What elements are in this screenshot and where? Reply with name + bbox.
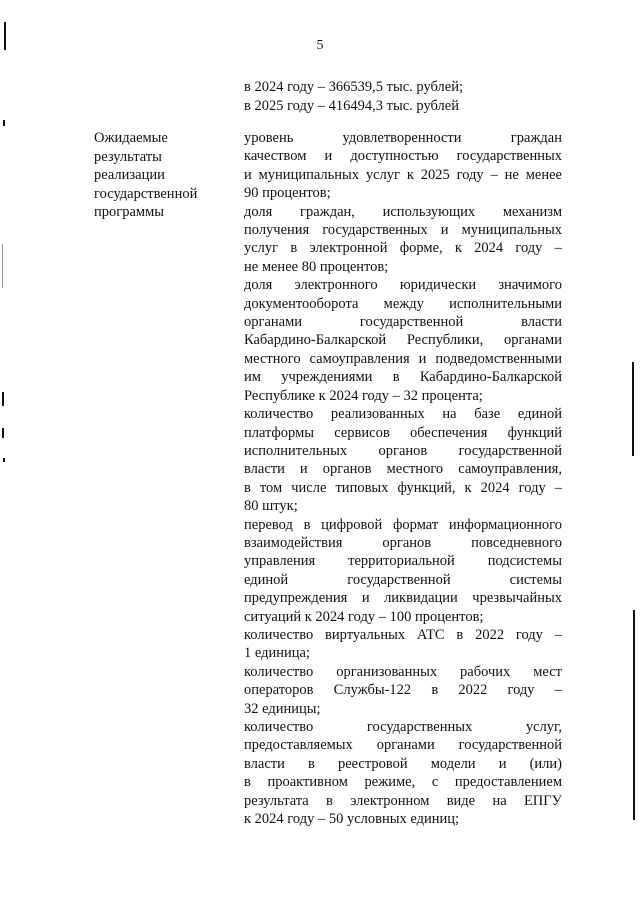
text-line: [244, 442, 562, 460]
text-word: государственных: [322, 222, 428, 239]
text-word: виде: [446, 792, 476, 809]
text-word: в: [326, 792, 333, 809]
text-word: электронной: [309, 240, 388, 257]
text-word: органов: [322, 461, 372, 478]
text-word: ликвидации: [384, 590, 458, 607]
text-word: организованных: [336, 663, 438, 680]
text-word: местного: [386, 461, 444, 478]
scan-mark-left-2: [2, 244, 3, 288]
text-line: [244, 276, 562, 294]
text-word: типовых: [335, 479, 389, 496]
text-line: не менее 80 процентов;: [244, 258, 389, 275]
text-word: государственной: [458, 442, 562, 459]
text-word: операторов: [244, 682, 314, 699]
text-word: власти: [244, 755, 285, 772]
text-word: (или): [529, 755, 562, 772]
text-line: [244, 663, 562, 681]
text-word: ЕПГУ: [523, 792, 562, 809]
text-word: форме,: [399, 240, 443, 257]
text-word: 2022: [458, 682, 488, 699]
scan-mark-left-1: [3, 120, 5, 126]
text-word: к: [464, 479, 472, 496]
budget-lines: [244, 78, 574, 116]
text-word: государственной: [359, 314, 464, 331]
text-word: государственной: [458, 737, 562, 754]
text-line: [244, 129, 562, 147]
text-word: в: [307, 755, 315, 772]
scan-mark-left-3: [2, 392, 4, 406]
text-word: и: [498, 755, 507, 772]
text-word: юридически: [399, 277, 477, 294]
text-word: виртуальных: [325, 626, 406, 643]
text-line: [244, 534, 562, 552]
text-word: перевод: [244, 516, 293, 533]
text-line: [244, 718, 562, 736]
text-word: информационного: [448, 516, 562, 533]
section-label: [94, 129, 224, 222]
text-word: не: [504, 166, 519, 183]
text-word: 2024: [480, 479, 510, 496]
text-word: мест: [533, 663, 562, 680]
text-word: и: [324, 148, 333, 165]
text-word: в: [431, 682, 439, 699]
text-word: исполнительными: [449, 295, 562, 312]
text-word: количество: [244, 719, 314, 735]
text-word: и: [418, 350, 427, 367]
text-word: органами: [503, 332, 562, 349]
text-word: подсистемы: [487, 553, 562, 570]
text-line: [244, 516, 562, 534]
text-word: доля: [244, 203, 273, 220]
text-word: и: [299, 461, 308, 478]
text-word: органов: [378, 442, 428, 459]
text-word: реестровой: [337, 755, 408, 772]
text-word: режиме,: [364, 774, 416, 791]
text-word: рабочих: [460, 663, 511, 680]
text-line: [244, 166, 562, 184]
text-word: цифровой: [321, 516, 383, 533]
text-line: [244, 239, 562, 257]
scan-mark-left-4: [2, 428, 4, 438]
text-word: подведомственными: [435, 350, 562, 367]
text-line: [244, 589, 562, 607]
scan-mark-right-2: [633, 610, 635, 820]
text-line: [244, 424, 562, 442]
label-line: Ожидаемые: [94, 130, 168, 146]
text-word: государственных: [456, 148, 562, 165]
text-word: единой: [244, 571, 289, 588]
text-word: платформы: [244, 424, 314, 441]
text-word: 2024: [474, 240, 504, 257]
text-word: исполнительных: [244, 442, 348, 459]
text-word: количество: [244, 406, 314, 423]
text-word: функций,: [397, 479, 456, 496]
text-line: [244, 479, 562, 497]
text-word: 2022: [475, 626, 505, 643]
text-word: предоставлением: [454, 774, 562, 791]
text-line: [244, 773, 562, 791]
text-word: предупреждения: [244, 590, 348, 607]
budget-line-2025: в 2025 году – 416494,3 тыс. рублей: [244, 98, 459, 114]
text-word: услуг: [365, 166, 400, 183]
text-word: в: [244, 479, 251, 496]
text-word: получения: [244, 222, 310, 239]
text-word: проактивном: [267, 774, 348, 791]
text-word: –: [554, 682, 562, 699]
text-line: 32 единицы;: [244, 700, 321, 717]
text-line: [244, 368, 562, 386]
text-word: предоставляемых: [244, 737, 353, 754]
text-word: им: [244, 369, 261, 386]
text-word: чрезвычайных: [472, 590, 562, 607]
page-number: 5: [316, 38, 324, 53]
text-word: управления: [244, 553, 316, 570]
text-word: формат: [393, 516, 439, 533]
text-word: электронном: [350, 792, 430, 809]
text-word: в: [392, 369, 400, 386]
text-word: в: [303, 516, 311, 533]
text-word: на: [442, 406, 457, 423]
text-word: органов: [382, 534, 432, 551]
text-word: результата: [244, 792, 309, 809]
text-line: [244, 755, 562, 773]
text-word: органами: [244, 314, 303, 331]
text-line: [244, 736, 562, 754]
text-word: Кабардино-Балкарской: [419, 369, 562, 386]
expected-results-text: [244, 129, 562, 828]
label-line: результаты: [94, 148, 162, 165]
text-word: доля: [244, 277, 273, 294]
text-line: [244, 331, 562, 349]
text-word: власти: [244, 461, 285, 478]
text-line: [244, 460, 562, 478]
text-word: –: [554, 626, 562, 643]
text-word: услуг,: [525, 719, 562, 735]
text-word: к: [454, 240, 462, 257]
text-word: взаимодействия: [244, 534, 343, 551]
text-word: с: [431, 774, 439, 791]
text-word: граждан: [510, 130, 562, 146]
text-word: качеством: [244, 148, 307, 165]
text-word: Службы-122: [333, 682, 412, 699]
text-word: электронного: [294, 277, 378, 294]
text-word: сервисов: [334, 424, 390, 441]
text-word: государственных: [366, 719, 473, 735]
text-line: [244, 313, 562, 331]
text-word: том: [259, 479, 283, 496]
text-word: в: [290, 240, 298, 257]
text-word: местного: [244, 350, 301, 367]
text-word: в: [456, 626, 464, 643]
text-word: и: [244, 166, 252, 183]
text-line: Республике к 2024 году – 32 процента;: [244, 387, 483, 404]
text-word: реализованных: [330, 406, 425, 423]
text-word: удовлетворенности: [342, 130, 462, 146]
text-line: ситуаций к 2024 году – 100 процентов;: [244, 608, 484, 625]
text-line: [244, 295, 562, 313]
text-word: обеспечения: [409, 424, 488, 441]
text-line: 80 штук;: [244, 498, 298, 515]
text-line: [244, 626, 562, 644]
text-word: модели: [430, 755, 476, 772]
text-line: [244, 571, 562, 589]
scan-mark-left-5: [3, 458, 5, 462]
text-word: механизм: [502, 203, 562, 220]
text-word: базе: [474, 406, 501, 423]
text-word: в: [244, 774, 251, 791]
text-word: самоуправления,: [458, 461, 562, 478]
text-word: и: [361, 590, 370, 607]
text-word: АТС: [416, 626, 445, 643]
text-line: [244, 203, 562, 221]
text-word: функций: [507, 424, 562, 441]
text-word: органами: [376, 737, 435, 754]
text-word: документооборота: [244, 295, 359, 312]
text-word: территориальной: [348, 553, 455, 570]
scan-mark-right-1: [632, 362, 634, 456]
text-line: [244, 552, 562, 570]
label-line: программы: [94, 204, 164, 220]
budget-line-2024: в 2024 году – 366539,5 тыс. рублей;: [244, 79, 464, 95]
text-line: [244, 147, 562, 165]
text-word: и: [440, 222, 449, 239]
label-line: реализации: [94, 167, 165, 183]
text-word: –: [490, 166, 498, 183]
text-word: Кабардино-Балкарской: [244, 332, 387, 349]
text-word: к: [406, 166, 414, 183]
text-word: муниципальных: [461, 222, 562, 239]
text-word: граждан,: [300, 203, 355, 220]
text-word: государственной: [347, 571, 451, 588]
text-word: количество: [244, 663, 314, 680]
text-word: менее: [525, 166, 562, 183]
text-word: количество: [244, 626, 314, 643]
text-word: году: [518, 479, 546, 496]
text-word: году: [456, 166, 484, 183]
text-word: Республики,: [406, 332, 484, 349]
text-line: [244, 681, 562, 699]
text-word: году: [515, 626, 543, 643]
text-word: году: [515, 240, 543, 257]
text-line: [244, 221, 562, 239]
text-word: самоуправления: [309, 350, 410, 367]
text-word: использующих: [382, 203, 476, 220]
text-line: 90 процентов;: [244, 185, 331, 202]
text-word: –: [554, 479, 562, 496]
text-word: услуг: [244, 240, 279, 257]
label-line: государственной: [94, 185, 198, 202]
text-word: значимого: [498, 277, 562, 294]
text-word: году: [507, 682, 535, 699]
text-word: 2025: [420, 166, 450, 183]
text-line: [244, 792, 562, 810]
text-word: уровень: [244, 130, 294, 146]
text-word: единой: [517, 406, 562, 423]
text-word: муниципальных: [258, 166, 360, 183]
text-word: учреждениями: [281, 369, 373, 386]
text-line: [244, 350, 562, 368]
text-word: повседневного: [471, 534, 562, 551]
text-word: власти: [521, 314, 562, 331]
text-line: 1 единица;: [244, 645, 311, 662]
text-word: на: [492, 792, 507, 809]
text-word: числе: [291, 479, 327, 496]
text-word: между: [383, 295, 424, 312]
text-word: системы: [509, 571, 562, 588]
text-line: [244, 405, 562, 423]
text-word: –: [554, 240, 562, 257]
scan-mark-left-top: [4, 22, 6, 50]
text-line: к 2024 году – 50 условных единиц;: [244, 811, 460, 828]
text-word: доступностью: [350, 148, 439, 165]
